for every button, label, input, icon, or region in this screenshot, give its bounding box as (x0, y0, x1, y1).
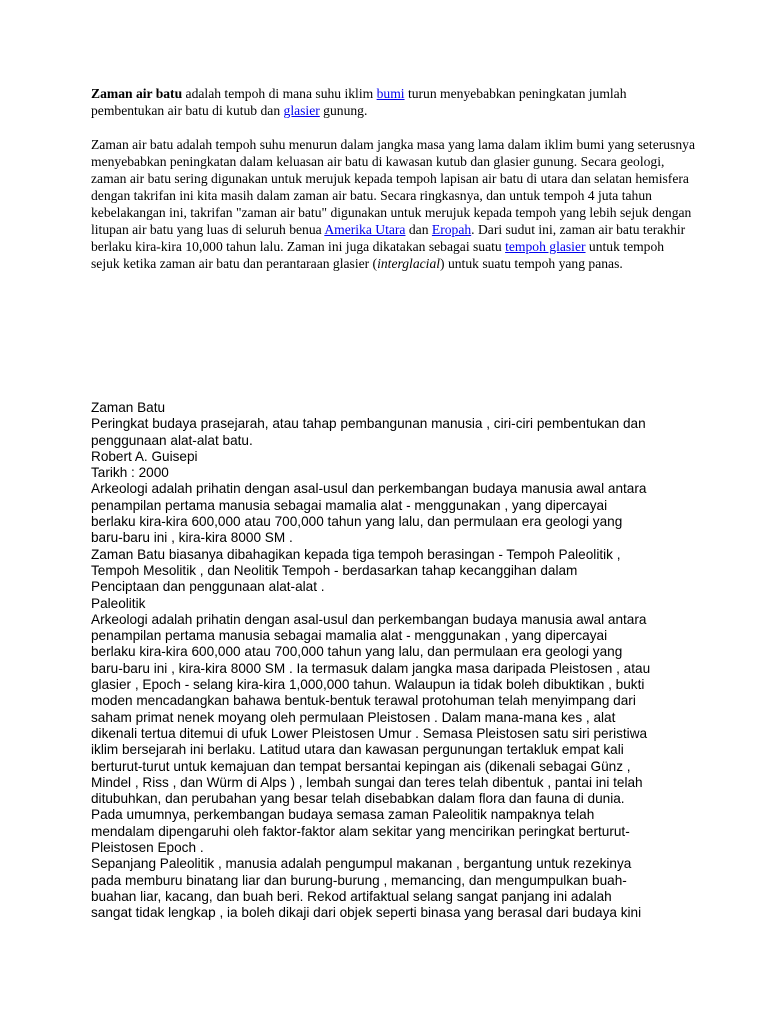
text-line: berlaku kira-kira 600,000 atau 700,000 tahun yang lalu, dan permulaan era geologi yang (91, 514, 623, 530)
paragraph-text: dan (405, 222, 432, 237)
intro-paragraph (91, 85, 695, 119)
text-line: sangat tidak lengkap , ia boleh dikaji dari objek seperti binasa yang berasal dari budaya kini (91, 905, 642, 921)
text-line: buahan liar, kacang, dan buah beri. Rekod artifaktual selang sangat panjang ini adalah (91, 888, 612, 904)
paragraph-text: untuk tempoh sejuk ketika zaman air batu dan perantaraan glasier ( (91, 239, 665, 271)
text-line: Penciptaan dan penggunaan alat-alat . (91, 579, 325, 595)
text-line: baru-baru ini , kira-kira 8000 SM . Ia termasuk dalam jangka masa daripada Pleistosen , atau (91, 660, 651, 676)
text-line: Sepanjang Paleolitik , manusia adalah pengumpul makanan , bergantung untuk rezekinya (91, 856, 632, 872)
text-line: moden mencadangkan bahawa bentuk-bentuk terawal protohuman telah menyimpang dari (91, 693, 636, 709)
text-line: Zaman Batu biasanya dibahagikan kepada tiga tempoh berasingan - Tempoh Paleolitik , (91, 546, 621, 562)
text-line: Arkeologi adalah prihatin dengan asal-usul dan perkembangan budaya manusia awal antara (91, 481, 647, 497)
text-line: Tempoh Mesolitik , dan Neolitik Tempoh - berdasarkan tahap kecanggihan dalam (91, 562, 578, 578)
text-line: Paleolitik (91, 595, 146, 611)
text-line: berturut-turut untuk kemajuan dan tempat bersantai kepingan ais (dikenali sebagai Günz , (91, 758, 631, 774)
text-line: saham primat nenek moyang oleh permulaan Pleistosen . Dalam mana-mana kes , alat (91, 709, 616, 725)
paragraph-text: Zaman air batu adalah tempoh suhu menurun dalam jangka masa yang lama dalam iklim bumi yang seterusnya menyebabkan peningkatan dalam keluasan air batu di kawasan kutub dan glasier gunung. Secara geologi, zaman air batu sering digunakan untuk merujuk kepada tempoh lapisan air batu di utara dan selatan hemisfera dengan takrifan ini kita masih dalam zaman air batu. Secara ringkasnya, dan untuk tempoh 4 juta tahun kebelakangan ini, takrifan "zaman air batu" digunakan untuk merujuk kepada tempoh yang lebih sejuk dengan litupan air batu yang luas di seluruh benua (91, 137, 695, 237)
intro-lead-bold: Zaman air batu (91, 86, 183, 101)
text-line: Pleistosen Epoch . (91, 840, 204, 856)
link-amerika-utara[interactable]: Amerika Utara (324, 222, 406, 237)
text-line: Tarikh : 2000 (91, 465, 169, 481)
text-line: Mindel , Riss , dan Würm di Alps ) , lembah sungai dan teres telah dibentuk , pantai ini telah (91, 774, 643, 790)
intro-text: turun menyebabkan peningkatan jumlah pembentukan air batu di kutub dan (91, 86, 627, 118)
link-glasier[interactable]: glasier (283, 103, 320, 118)
link-eropah[interactable]: Eropah (431, 222, 472, 237)
text-line: berlaku kira-kira 600,000 atau 700,000 tahun yang lalu, dan permulaan era geologi yang (91, 644, 623, 660)
text-line: ditubuhkan, dan perubahan yang besar telah disebabkan dalam flora dan fauna di dunia. (91, 791, 625, 807)
text-line: pada memburu binatang liar dan burung-burung , memancing, dan mengumpulkan buah- (91, 872, 627, 888)
text-line: Pada umumnya, perkembangan budaya semasa zaman Paleolitik nampaknya telah (91, 807, 595, 823)
text-line: Robert A. Guisepi (91, 448, 198, 464)
text-line: baru-baru ini , kira-kira 8000 SM . (91, 530, 293, 546)
zaman-batu-section (91, 400, 691, 922)
text-line: glasier , Epoch - selang kira-kira 1,000,000 tahun. Walaupun ia tidak boleh dibuktikan , bukti (91, 677, 645, 693)
link-bumi[interactable]: bumi (376, 86, 405, 101)
definition-paragraph (91, 136, 695, 272)
paragraph-text: ) untuk suatu tempoh yang panas. (440, 256, 623, 271)
text-line: mendalam dipengaruhi oleh faktor-faktor alam sekitar yang mencirikan peringkat berturut- (91, 823, 630, 839)
text-line: iklim bersejarah ini berlaku. Latitud utara dan kawasan pergunungan tertakluk empat kali (91, 742, 624, 758)
text-line: Arkeologi adalah prihatin dengan asal-usul dan perkembangan budaya manusia awal antara (91, 611, 647, 627)
text-line: penggunaan alat-alat batu. (91, 432, 253, 448)
intro-text: adalah tempoh di mana suhu iklim (182, 86, 377, 101)
text-line: Peringkat budaya prasejarah, atau tahap pembangunan manusia , ciri-ciri pembentukan dan (91, 416, 646, 432)
link-tempoh-glasier[interactable]: tempoh glasier (505, 239, 586, 254)
paragraph-text: . Dari sudut ini, zaman air batu terakhir berlaku kira-kira 10,000 tahun lalu. Zaman ini juga dikatakan sebagai suatu (91, 222, 686, 254)
italic-term: interglacial (377, 256, 441, 271)
intro-text: gunung. (319, 103, 368, 118)
text-line: dikenali tertua ditemui di ufuk Lower Pleistosen Umur . Semasa Pleistosen satu siri peristiwa (91, 725, 648, 741)
text-line: penampilan pertama manusia sebagai mamalia alat - menggunakan , yang dipercayai (91, 497, 608, 513)
text-line: Zaman Batu (91, 400, 166, 415)
text-line: penampilan pertama manusia sebagai mamalia alat - menggunakan , yang dipercayai (91, 628, 608, 644)
